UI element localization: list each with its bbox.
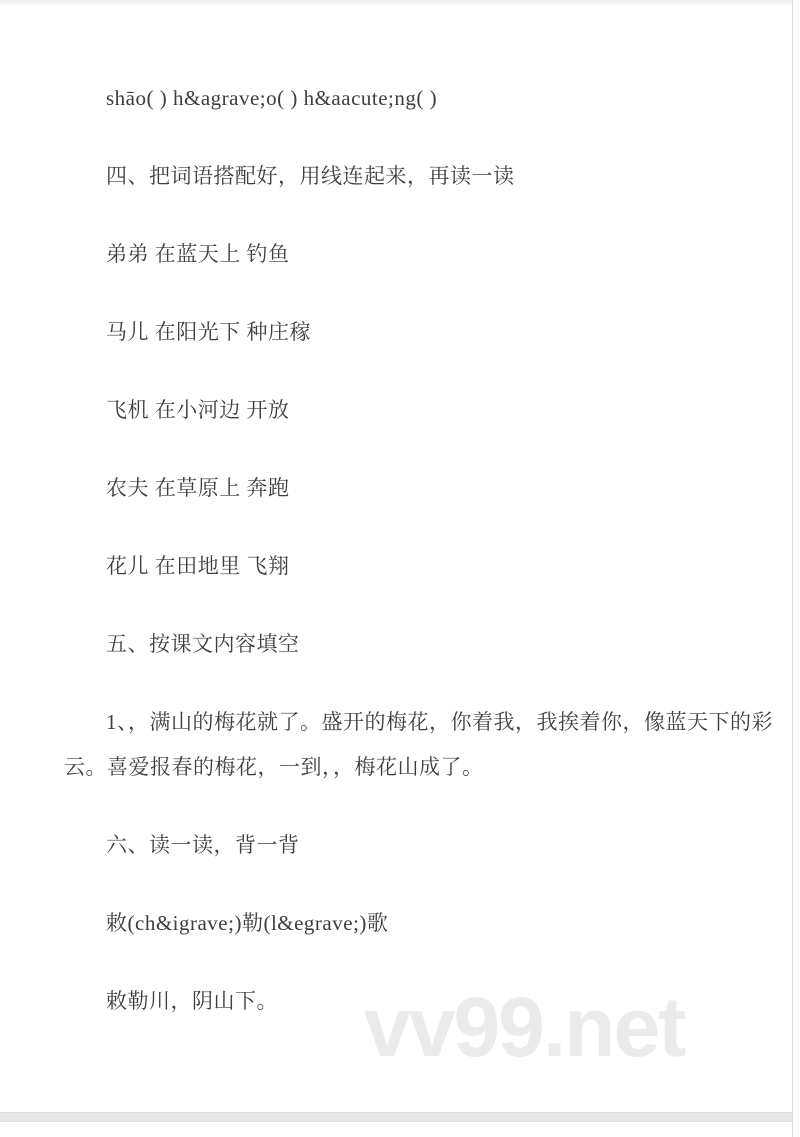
text-line: 五、按课文内容填空 (106, 632, 300, 656)
page-right-gutter (793, 0, 800, 1137)
text-line: shāo( ) h&agrave;o( ) h&aacute;ng( ) (106, 86, 438, 110)
text-line: 敕勒川，阴山下。 (106, 989, 278, 1013)
document-text-block (64, 76, 773, 1024)
text-line: 马儿 在阳光下 种庄稼 (106, 320, 311, 344)
page-separator (0, 1112, 793, 1122)
text-line: 云。喜爱报春的梅花，一到，，梅花山成了。 (64, 755, 484, 779)
text-line: 敕(ch&igrave;)勒(l&egrave;)歌 (106, 911, 389, 935)
text-line: 四、把词语搭配好，用线连起来，再读一读 (106, 164, 515, 188)
text-line: 飞机 在小河边 开放 (106, 398, 290, 422)
page-right-edge (792, 0, 793, 1137)
text-line: 农夫 在草原上 奔跑 (106, 476, 290, 500)
page-top-edge (0, 0, 800, 6)
text-line: 花儿 在田地里 飞翔 (106, 554, 290, 578)
next-page-top (0, 1122, 793, 1137)
text-line: 弟弟 在蓝天上 钓鱼 (106, 242, 290, 266)
text-line: 1、，满山的梅花就了。盛开的梅花，你着我，我挨着你，像蓝天下的彩 (106, 710, 773, 734)
text-line: 六、读一读，背一背 (106, 833, 300, 857)
watermark: vv99.net (364, 980, 685, 1074)
